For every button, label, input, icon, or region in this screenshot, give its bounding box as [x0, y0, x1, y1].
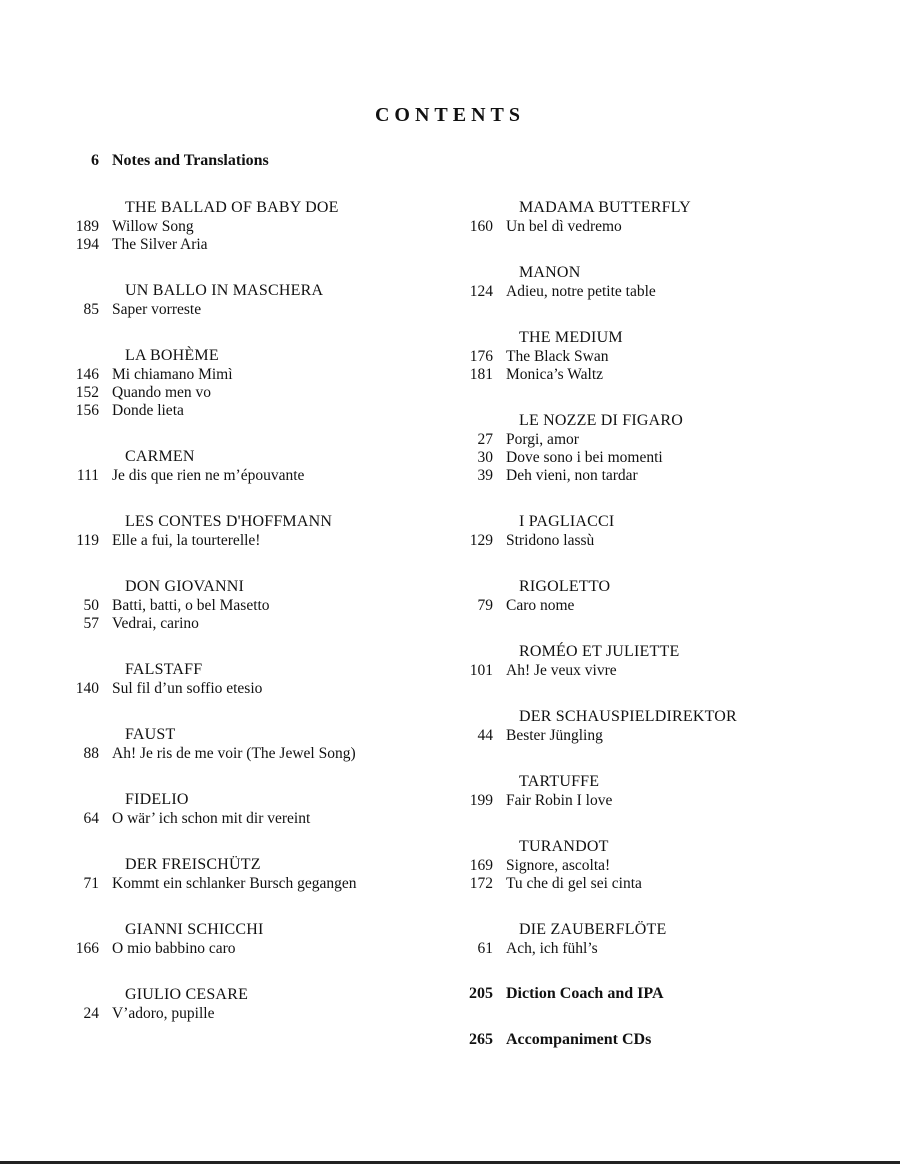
opera-group	[394, 707, 894, 745]
aria-page-number: 119	[76, 532, 99, 549]
aria-page-number: 111	[76, 467, 99, 484]
aria-entry	[0, 1005, 430, 1023]
aria-page-number: 156	[75, 402, 99, 419]
opera-title: DER SCHAUSPIELDIREKTOR	[519, 708, 737, 725]
opera-group	[394, 920, 894, 958]
opera-title: THE BALLAD OF BABY DOE	[125, 199, 339, 216]
aria-entry	[0, 366, 430, 384]
opera-title: TARTUFFE	[519, 773, 600, 790]
aria-title: Mi chiamano Mimì	[112, 366, 233, 383]
aria-entry	[394, 662, 894, 680]
opera-group	[0, 198, 430, 254]
aria-page-number: 124	[469, 283, 493, 300]
aria-entry	[394, 940, 894, 958]
aria-entry	[394, 792, 894, 810]
aria-title: O wär’ ich schon mit dir vereint	[112, 810, 311, 827]
aria-page-number: 27	[477, 431, 493, 448]
aria-title: Adieu, notre petite table	[506, 283, 656, 300]
opera-group	[394, 642, 894, 680]
appendix-page-number: 205	[469, 985, 493, 1002]
aria-entry	[0, 597, 430, 615]
aria-page-number: 24	[83, 1005, 99, 1022]
opera-group	[394, 577, 894, 615]
aria-title: Stridono lassù	[506, 532, 595, 549]
aria-page-number: 44	[477, 727, 493, 744]
aria-entry	[0, 615, 430, 633]
opera-group	[0, 920, 430, 958]
opera-title: LE NOZZE DI FIGARO	[519, 412, 684, 429]
opera-title: DON GIOVANNI	[125, 578, 244, 595]
aria-title: Sul fil d’un soffio etesio	[112, 680, 263, 697]
aria-entry	[394, 532, 894, 550]
opera-group	[0, 790, 430, 828]
aria-page-number: 169	[469, 857, 493, 874]
intro-entry	[0, 152, 269, 170]
aria-title: Je dis que rien ne m’épouvante	[112, 467, 305, 484]
opera-group	[394, 512, 894, 550]
opera-group	[0, 855, 430, 893]
opera-group	[0, 346, 430, 420]
aria-page-number: 166	[75, 940, 99, 957]
aria-title: Ah! Je veux vivre	[506, 662, 617, 679]
right-column	[394, 198, 894, 1077]
aria-title: The Black Swan	[506, 348, 609, 365]
aria-entry	[0, 532, 430, 550]
appendix-page-number: 265	[469, 1031, 493, 1048]
aria-title: Ach, ich fühl’s	[506, 940, 598, 957]
aria-page-number: 57	[83, 615, 99, 632]
opera-group	[0, 512, 430, 550]
opera-group	[394, 198, 894, 236]
aria-title: Tu che di gel sei cinta	[506, 875, 642, 892]
aria-page-number: 146	[75, 366, 99, 383]
aria-title: Porgi, amor	[506, 431, 579, 448]
aria-entry	[394, 727, 894, 745]
aria-title: Fair Robin I love	[506, 792, 613, 809]
aria-title: Ah! Je ris de me voir (The Jewel Song)	[112, 745, 356, 762]
aria-title: The Silver Aria	[112, 236, 208, 253]
opera-group	[394, 263, 894, 301]
aria-entry	[0, 236, 430, 254]
aria-entry	[0, 467, 430, 485]
opera-title: TURANDOT	[519, 838, 609, 855]
appendix-entry	[394, 985, 894, 1003]
aria-page-number: 85	[83, 301, 99, 318]
opera-group	[0, 447, 430, 485]
opera-title: ROMÉO ET JULIETTE	[519, 643, 680, 660]
aria-entry	[0, 940, 430, 958]
aria-entry	[394, 857, 894, 875]
intro-label: Notes and Translations	[112, 152, 269, 169]
opera-title: MADAMA BUTTERFLY	[519, 199, 691, 216]
page-title: CONTENTS	[374, 104, 526, 126]
aria-page-number: 79	[477, 597, 493, 614]
opera-title: LES CONTES D'HOFFMANN	[125, 513, 333, 530]
aria-title: Dove sono i bei momenti	[506, 449, 663, 466]
opera-group	[0, 660, 430, 698]
opera-group	[394, 772, 894, 810]
aria-title: Vedrai, carino	[112, 615, 199, 632]
aria-page-number: 160	[469, 218, 493, 235]
opera-title: FALSTAFF	[125, 661, 203, 678]
aria-page-number: 39	[477, 467, 493, 484]
intro-page-number: 6	[91, 152, 99, 169]
appendix-label: Accompaniment CDs	[506, 1031, 652, 1048]
aria-title: V’adoro, pupille	[112, 1005, 215, 1022]
aria-page-number: 88	[83, 745, 99, 762]
aria-title: Monica’s Waltz	[506, 366, 604, 383]
opera-group	[394, 837, 894, 893]
opera-title: GIANNI SCHICCHI	[125, 921, 264, 938]
aria-page-number: 64	[83, 810, 99, 827]
aria-entry	[394, 431, 894, 449]
aria-page-number: 71	[83, 875, 99, 892]
opera-title: THE MEDIUM	[519, 329, 623, 346]
aria-entry	[0, 301, 430, 319]
aria-page-number: 172	[469, 875, 493, 892]
aria-entry	[394, 348, 894, 366]
aria-entry	[0, 402, 430, 420]
aria-entry	[394, 366, 894, 384]
aria-title: Kommt ein schlanker Bursch gegangen	[112, 875, 357, 892]
aria-entry	[394, 467, 894, 485]
opera-title: MANON	[519, 264, 581, 281]
aria-title: Donde lieta	[112, 402, 184, 419]
aria-page-number: 101	[469, 662, 493, 679]
aria-page-number: 194	[75, 236, 99, 253]
aria-title: Elle a fui, la tourterelle!	[112, 532, 261, 549]
appendix-label: Diction Coach and IPA	[506, 985, 664, 1002]
aria-page-number: 199	[469, 792, 493, 809]
opera-title: I PAGLIACCI	[519, 513, 615, 530]
opera-title: UN BALLO IN MASCHERA	[125, 282, 324, 299]
aria-entry	[0, 810, 430, 828]
aria-title: Bester Jüngling	[506, 727, 603, 744]
opera-title: DIE ZAUBERFLÖTE	[519, 921, 667, 938]
opera-title: FIDELIO	[125, 791, 189, 808]
aria-title: Caro nome	[506, 597, 575, 614]
aria-entry	[0, 384, 430, 402]
aria-title: Batti, batti, o bel Masetto	[112, 597, 270, 614]
aria-page-number: 61	[477, 940, 493, 957]
aria-entry	[394, 875, 894, 893]
left-column	[0, 198, 430, 1050]
opera-title: LA BOHÈME	[125, 347, 219, 364]
aria-title: Un bel dì vedremo	[506, 218, 622, 235]
aria-page-number: 129	[469, 532, 493, 549]
aria-title: Willow Song	[112, 218, 194, 235]
aria-title: Deh vieni, non tardar	[506, 467, 638, 484]
opera-group	[0, 281, 430, 319]
opera-title: RIGOLETTO	[519, 578, 611, 595]
appendix-entry	[394, 1031, 894, 1049]
aria-page-number: 176	[469, 348, 493, 365]
aria-entry	[394, 283, 894, 301]
opera-group	[0, 985, 430, 1023]
aria-page-number: 30	[477, 449, 493, 466]
aria-entry	[0, 875, 430, 893]
opera-title: GIULIO CESARE	[125, 986, 249, 1003]
opera-group	[0, 725, 430, 763]
aria-page-number: 50	[83, 597, 99, 614]
aria-title: Quando men vo	[112, 384, 212, 401]
aria-entry	[0, 218, 430, 236]
aria-entry	[394, 218, 894, 236]
aria-page-number: 140	[75, 680, 99, 697]
aria-page-number: 189	[75, 218, 99, 235]
aria-title: O mio babbino caro	[112, 940, 236, 957]
aria-page-number: 152	[75, 384, 99, 401]
aria-entry	[394, 597, 894, 615]
opera-group	[394, 328, 894, 384]
aria-title: Saper vorreste	[112, 301, 202, 318]
opera-title: CARMEN	[125, 448, 195, 465]
opera-group	[394, 411, 894, 485]
opera-title: FAUST	[125, 726, 176, 743]
aria-title: Signore, ascolta!	[506, 857, 611, 874]
opera-title: DER FREISCHÜTZ	[125, 856, 261, 873]
opera-group	[0, 577, 430, 633]
aria-page-number: 181	[469, 366, 493, 383]
aria-entry	[0, 680, 430, 698]
aria-entry	[394, 449, 894, 467]
aria-entry	[0, 745, 430, 763]
